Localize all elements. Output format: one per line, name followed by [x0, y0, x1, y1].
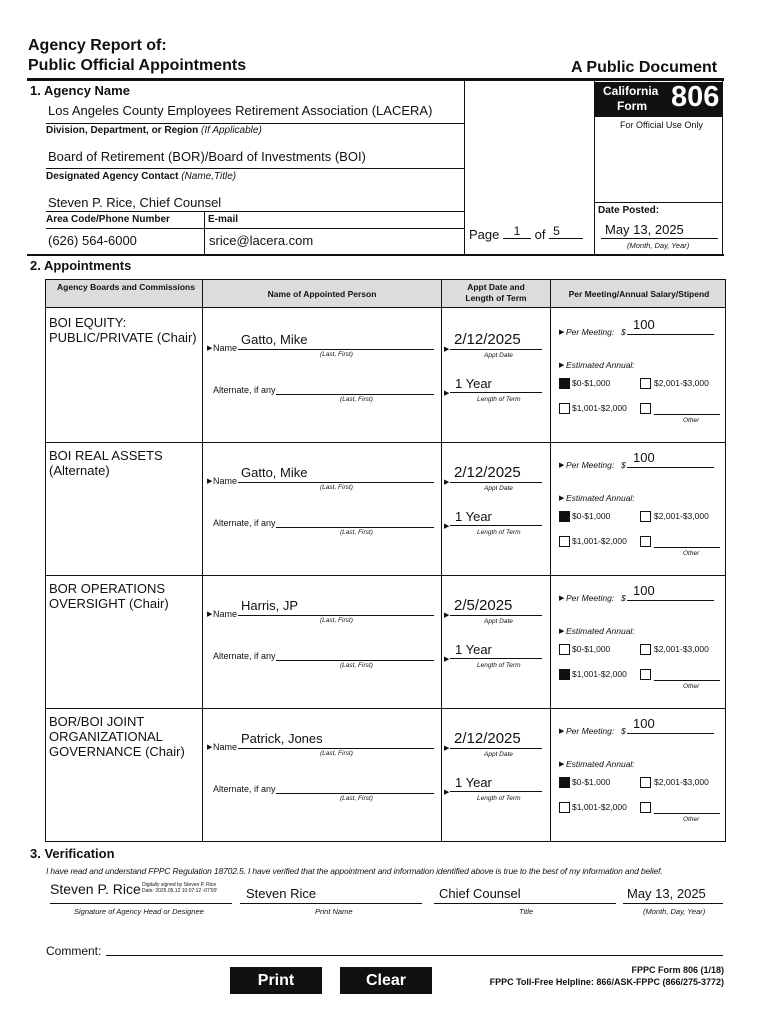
- agency-name-field[interactable]: Los Angeles County Employees Retirement Association (LACERA): [48, 103, 433, 118]
- arrow-icon: ▶: [559, 628, 565, 635]
- top-rule: [27, 78, 724, 81]
- division-field[interactable]: Board of Retirement (BOR)/Board of Investments (BOI): [48, 149, 366, 164]
- salary-checkbox-other[interactable]: [640, 669, 651, 680]
- clear-button[interactable]: Clear: [340, 967, 432, 994]
- per-meeting-label: Per Meeting:: [566, 327, 615, 337]
- col-name-header: Name of Appointed Person: [267, 289, 377, 299]
- appointee-name-field[interactable]: Gatto, Mike: [241, 465, 308, 480]
- salary-checkbox-0-1000[interactable]: [559, 644, 570, 655]
- board-name[interactable]: BOI REAL ASSETS (Alternate): [49, 448, 163, 478]
- report-title-line2: Public Official Appointments: [28, 57, 247, 74]
- official-use-label: For Official Use Only: [620, 120, 703, 130]
- other-field[interactable]: [654, 414, 720, 415]
- alternate-label: Alternate, if any: [213, 784, 276, 794]
- per-meeting-label: Per Meeting:: [566, 460, 615, 470]
- appt-date-field[interactable]: 2/12/2025: [454, 464, 521, 481]
- salary-checkbox-other[interactable]: [640, 536, 651, 547]
- arrow-icon: ▶: [207, 611, 213, 618]
- comment-label: Comment:: [46, 944, 102, 958]
- per-meeting-field[interactable]: 100: [633, 583, 655, 598]
- alternate-label: Alternate, if any: [213, 385, 276, 395]
- est-annual-label: Estimated Annual:: [566, 759, 635, 769]
- est-annual-label: Estimated Annual:: [566, 493, 635, 503]
- salary-checkbox-2001-3000[interactable]: [640, 644, 651, 655]
- arrow-icon: ▶: [559, 761, 565, 768]
- per-meeting-label: Per Meeting:: [566, 593, 615, 603]
- alternate-label: Alternate, if any: [213, 518, 276, 528]
- report-title-line1: Agency Report of:: [28, 37, 167, 54]
- comment-field[interactable]: [106, 955, 723, 956]
- form-number-box: California Form 806: [595, 82, 722, 117]
- salary-checkbox-2001-3000[interactable]: [640, 777, 651, 788]
- arrow-icon: ▶: [444, 523, 450, 530]
- salary-checkbox-1001-2000[interactable]: [559, 403, 570, 414]
- arrow-icon: ▶: [207, 744, 213, 751]
- col-boards-header: Agency Boards and Commissions: [57, 282, 195, 292]
- arrow-icon: ▶: [444, 789, 450, 796]
- salary-checkbox-1001-2000[interactable]: [559, 669, 570, 680]
- per-meeting-label: Per Meeting:: [566, 726, 615, 736]
- contact-field[interactable]: Steven P. Rice, Chief Counsel: [48, 195, 222, 210]
- contact-label: Designated Agency Contact (Name,Title): [46, 171, 237, 182]
- salary-checkbox-0-1000[interactable]: [559, 777, 570, 788]
- appointee-name-field[interactable]: Gatto, Mike: [241, 332, 308, 347]
- digital-signature-info: Digitally signed by Steven P. Rice Date: 2025.05.12 10:07:12 -07'00': [142, 882, 218, 894]
- appt-date-field[interactable]: 2/5/2025: [454, 597, 513, 614]
- salary-checkbox-0-1000[interactable]: [559, 511, 570, 522]
- appt-date-field[interactable]: 2/12/2025: [454, 331, 521, 348]
- col-stipend-header: Per Meeting/Annual Salary/Stipend: [568, 289, 710, 299]
- alternate-field[interactable]: [276, 394, 434, 395]
- arrow-icon: ▶: [559, 495, 565, 502]
- arrow-icon: ▶: [444, 745, 450, 752]
- col-date-header: Appt Date and Length of Term: [465, 282, 527, 303]
- arrow-icon: ▶: [444, 479, 450, 486]
- date-posted-field[interactable]: May 13, 2025: [605, 222, 684, 237]
- term-field[interactable]: 1 Year: [455, 509, 492, 524]
- section1-heading: 1. Agency Name: [30, 83, 130, 98]
- print-button[interactable]: Print: [230, 967, 322, 994]
- arrow-icon: ▶: [444, 656, 450, 663]
- other-field[interactable]: [654, 547, 720, 548]
- form-number: 806: [671, 81, 720, 113]
- public-document-label: A Public Document: [571, 59, 718, 76]
- board-name[interactable]: BOR OPERATIONS OVERSIGHT (Chair): [49, 581, 169, 611]
- email-label: E-mail: [208, 214, 239, 225]
- per-meeting-field[interactable]: 100: [633, 716, 655, 731]
- title-field[interactable]: Chief Counsel: [439, 886, 521, 901]
- appt-date-field[interactable]: 2/12/2025: [454, 730, 521, 747]
- arrow-icon: ▶: [559, 462, 565, 469]
- salary-checkbox-other[interactable]: [640, 802, 651, 813]
- helpline-label: FPPC Toll-Free Helpline: 866/ASK-FPPC (866/275-3772): [489, 977, 724, 987]
- other-field[interactable]: [654, 813, 720, 814]
- arrow-icon: ▶: [207, 478, 213, 485]
- email-field[interactable]: srice@lacera.com: [209, 233, 314, 248]
- other-field[interactable]: [654, 680, 720, 681]
- est-annual-label: Estimated Annual:: [566, 626, 635, 636]
- salary-checkbox-2001-3000[interactable]: [640, 511, 651, 522]
- arrow-icon: ▶: [207, 345, 213, 352]
- alternate-label: Alternate, if any: [213, 651, 276, 661]
- date-posted-label: Date Posted:: [598, 205, 660, 216]
- term-field[interactable]: 1 Year: [455, 376, 492, 391]
- arrow-icon: ▶: [559, 362, 565, 369]
- section3-heading: 3. Verification: [30, 846, 115, 861]
- term-field[interactable]: 1 Year: [455, 642, 492, 657]
- signature-field[interactable]: Steven P. Rice: [50, 881, 141, 897]
- name-label: Name: [213, 476, 238, 486]
- per-meeting-field[interactable]: 100: [633, 450, 655, 465]
- verification-date-field[interactable]: May 13, 2025: [627, 886, 706, 901]
- board-name[interactable]: BOI EQUITY: PUBLIC/PRIVATE (Chair): [49, 315, 197, 345]
- salary-checkbox-other[interactable]: [640, 403, 651, 414]
- arrow-icon: ▶: [444, 346, 450, 353]
- salary-checkbox-2001-3000[interactable]: [640, 378, 651, 389]
- name-label: Name: [213, 609, 238, 619]
- appointee-name-field[interactable]: Harris, JP: [241, 598, 299, 613]
- alternate-field[interactable]: [276, 527, 434, 528]
- verification-statement: I have read and understand FPPC Regulation 18702.5. I have verified that the appointment and information identified above is true to the best of my information and belief.: [46, 866, 663, 876]
- name-label: Name: [213, 343, 238, 353]
- section2-heading: 2. Appointments: [30, 258, 132, 273]
- salary-checkbox-0-1000[interactable]: [559, 378, 570, 389]
- arrow-icon: ▶: [444, 390, 450, 397]
- page-counter: Page 1 of 5: [469, 227, 583, 243]
- alternate-field[interactable]: [276, 660, 434, 661]
- board-name[interactable]: BOR/BOI JOINT ORGANIZATIONAL GOVERNANCE (Chair): [49, 714, 185, 759]
- name-label: Name: [213, 742, 238, 752]
- term-field[interactable]: 1 Year: [455, 775, 492, 790]
- arrow-icon: ▶: [559, 595, 565, 602]
- alternate-field[interactable]: [276, 793, 434, 794]
- phone-label: Area Code/Phone Number: [46, 214, 170, 225]
- est-annual-label: Estimated Annual:: [566, 360, 635, 370]
- phone-field[interactable]: (626) 564-6000: [48, 233, 137, 248]
- arrow-icon: ▶: [444, 612, 450, 619]
- form-id-label: FPPC Form 806 (1/18): [631, 965, 724, 975]
- per-meeting-field[interactable]: 100: [633, 317, 655, 332]
- print-name-field[interactable]: Steven Rice: [246, 886, 317, 901]
- salary-checkbox-1001-2000[interactable]: [559, 536, 570, 547]
- salary-checkbox-1001-2000[interactable]: [559, 802, 570, 813]
- appointee-name-field[interactable]: Patrick, Jones: [241, 731, 323, 746]
- arrow-icon: ▶: [559, 329, 565, 336]
- arrow-icon: ▶: [559, 728, 565, 735]
- division-label: Division, Department, or Region (If Applicable): [46, 125, 262, 136]
